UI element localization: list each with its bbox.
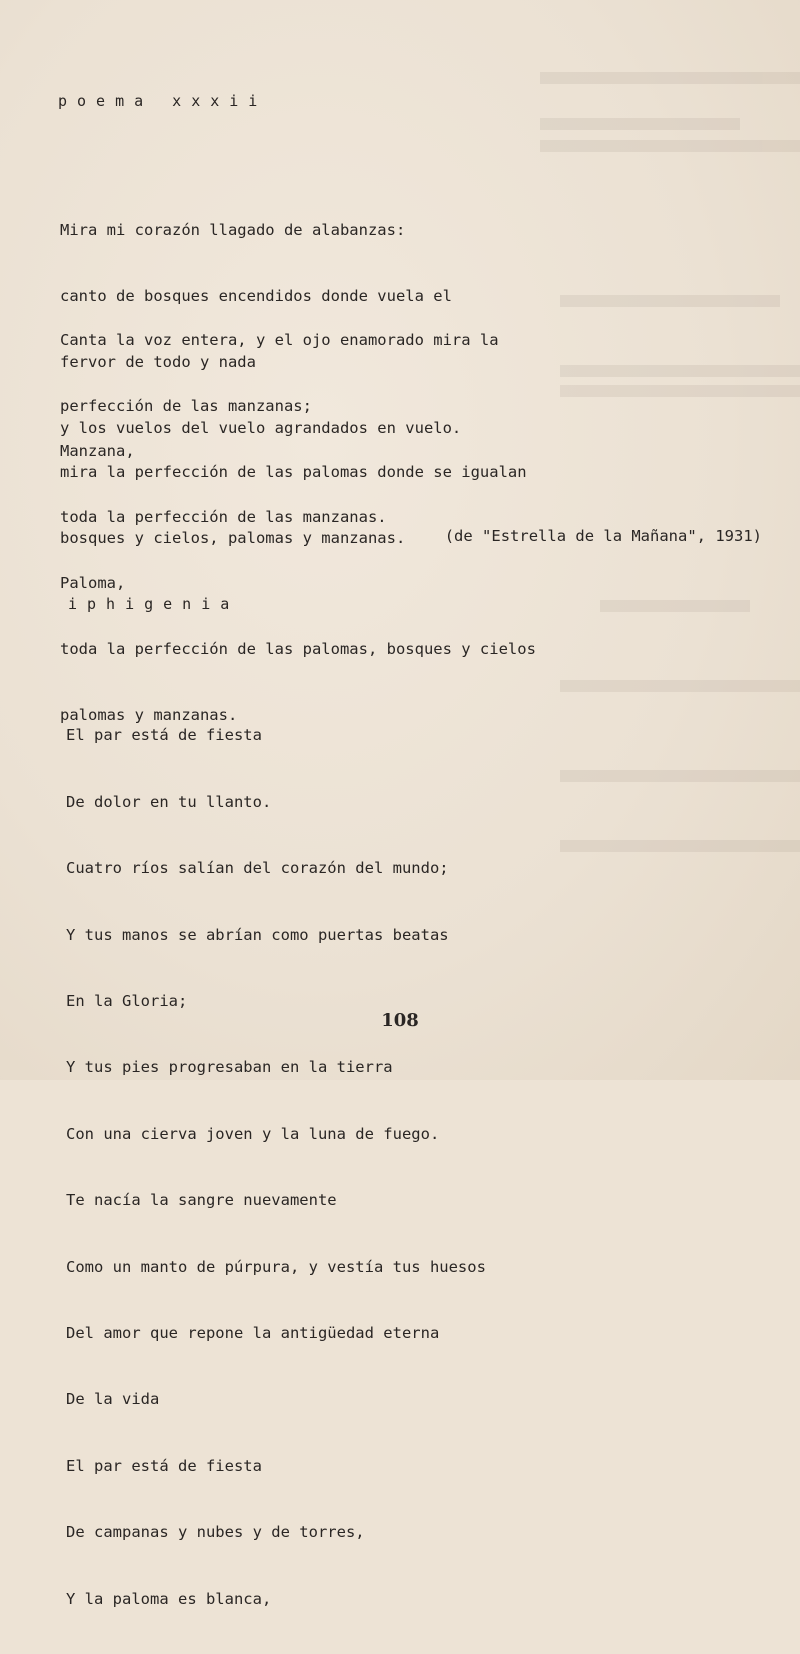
poem-line: Del amor que repone la antigüedad eterna bbox=[66, 1324, 440, 1343]
poem-line: El par está de fiesta bbox=[66, 726, 262, 745]
poem-line: canto de bosques encendidos donde vuela el bbox=[60, 287, 452, 305]
poem-line: perfección de las manzanas; bbox=[60, 397, 312, 415]
poem-attribution: (de "Estrella de la Mañana", 1931) bbox=[444, 527, 762, 545]
poem-line: fervor de todo y nada bbox=[60, 353, 256, 371]
poem-line: Y la paloma es blanca, bbox=[66, 1589, 272, 1608]
poem-line: Paloma, bbox=[60, 574, 126, 592]
poem-line: De dolor en tu llanto. bbox=[66, 792, 272, 811]
poem-line: Y tus pies progresaban en la tierra bbox=[66, 1058, 393, 1077]
poem-line: Canta la voz entera, y el ojo enamorado mira la bbox=[60, 331, 499, 349]
poem-title: iphigenia bbox=[68, 595, 240, 613]
poem-line: De campanas y nubes y de torres, bbox=[66, 1523, 365, 1542]
poem-title: poema xxxii bbox=[58, 92, 268, 110]
poem-line: palomas y manzanas. bbox=[60, 706, 238, 724]
page-number: 108 bbox=[381, 1010, 419, 1031]
poem-line: Con una cierva joven y la luna de fuego. bbox=[66, 1124, 440, 1143]
poem-line: toda la perfección de las palomas, bosques y cielos bbox=[60, 640, 536, 658]
poem-line: Y tus manos se abrían como puertas beatas bbox=[66, 925, 449, 944]
poem-line: Cuatro ríos salían del corazón del mundo; bbox=[66, 859, 449, 878]
poem-line: mira la perfección de las palomas donde se igualan bbox=[60, 463, 527, 481]
poem-line: bosques y cielos, palomas y manzanas. bbox=[60, 529, 406, 547]
poem-line: De la vida bbox=[66, 1390, 160, 1409]
poem-line: Te nacía la sangre nuevamente bbox=[66, 1191, 337, 1210]
poem-line: Como un manto de púrpura, y vestía tus huesos bbox=[66, 1257, 486, 1276]
poem-line: Manzana, bbox=[60, 442, 135, 460]
poem-line: toda la perfección de las manzanas. bbox=[60, 508, 387, 526]
poem-line: El par está de fiesta bbox=[66, 1456, 262, 1475]
poem-body bbox=[66, 680, 486, 1654]
poem-line: Mira mi corazón llagado de alabanzas: bbox=[60, 221, 406, 239]
poem-line: En la Gloria; bbox=[66, 992, 188, 1011]
poem-line: y los vuelos del vuelo agrandados en vuelo. bbox=[60, 419, 462, 437]
